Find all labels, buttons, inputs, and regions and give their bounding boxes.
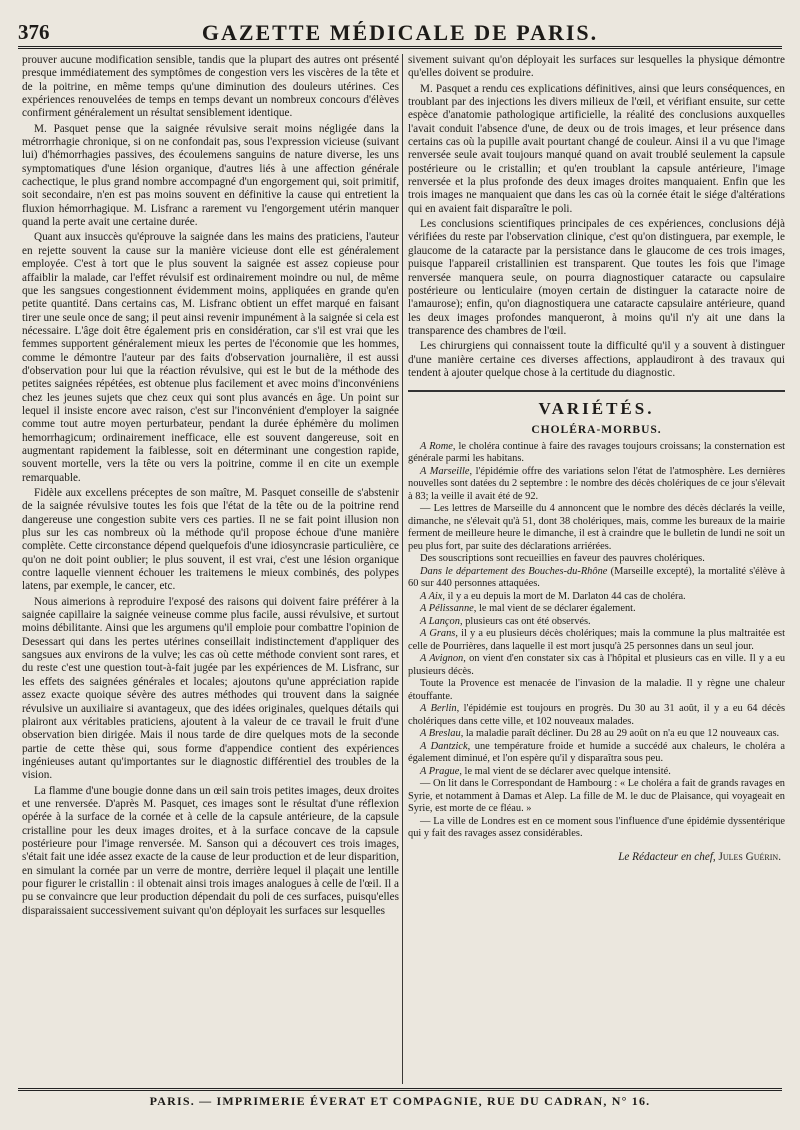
news-text: — On lit dans le Correspondant de Hambourg : « Le choléra a fait de grands ravages en Syrie, et notamment à Damas et Alep. La fille de M. le duc de Plaisance, qui voyageait en Syrie, est morte de ce fléau. »: [408, 778, 785, 815]
news-item: [408, 553, 785, 566]
left-column: [22, 54, 399, 1086]
news-text: , il y a eu plusieurs décès cholériques; mais la commune la plus maltraitée est celle de Pourrières, dans laquelle il est mort jusqu'à 25 personnes dans un seul jour.: [408, 628, 785, 652]
subsection-title: CHOLÉRA-MORBUS.: [531, 423, 662, 436]
right-column: [408, 54, 785, 1086]
news-place: A Lançon: [420, 615, 460, 627]
page-number: 376: [18, 20, 50, 44]
news-text: — Les lettres de Marseille du 4 annoncent que le nombre des décès déclarés la veille, dimanche, ne s'élevait qu'à 51, dont 38 cholériques, mais, comme les bureaux de la mairie ferment de meilleure heure le dimanche, il est à craindre que le bulletin de lundi ne soit un peu plus fort, par suite des déclarations arriérées.: [408, 503, 785, 552]
paragraph: prouver aucune modification sensible, tandis que la plupart des autres ont présenté presque immédiatement des symptômes de congestion vers les viscères de la tête et de la poitrine, en même temps qu'une diminution des douleurs utérines. Ces expériences renouvelées de temps en temps devant un nombreux concours d'élèves confirment généralement un résultat sensiblement identique.: [22, 54, 399, 120]
news-item: [408, 653, 785, 678]
signature-name: Jules Guérin.: [718, 850, 781, 863]
news-place: A Dantzick: [420, 740, 468, 752]
paragraph: La flamme d'une bougie donne dans un œil sain trois petites images, deux droites et une renversée. D'après M. Pasquet, ces images sont le résultat d'une réflexion opérée à la surface de la cornée et à celle de la capsule antérieure, de la capsule cristalline pour les deux images droites, et à la surface concave de la capsule postérieure pour l'image renversée. M. Sanson qui a découvert ces trois images, s'était fait une idée assez exacte de la cause de leur production et de leur disparition, en simulant la cornée par un verre de montre, derrière lequel il plaçait une lentille pour figurer le cristallin : il obtenait ainsi trois images analogues à celle de l'œil. Il a pu se convaincre que leur production dépendait du poli de ces surfaces, puisqu'elles disparaissaient successivement suivant qu'on déployait les surfaces sur lesquelles: [22, 784, 399, 917]
news-item: [408, 766, 785, 779]
journal-title: GAZETTE MÉDICALE DE PARIS.: [201, 20, 599, 45]
paragraph: sivement suivant qu'on déployait les surfaces sur lesquelles la physique démontre qu'elles doivent se produire.: [408, 54, 785, 80]
news-item: [408, 678, 785, 703]
section-separator: [408, 390, 785, 392]
news-item: [408, 778, 785, 816]
news-place: A Pélissanne: [420, 603, 474, 615]
news-item: [408, 628, 785, 653]
news-text: Toute la Provence est menacée de l'invasion de la maladie. Il y règne une chaleur étouffante.: [408, 678, 785, 702]
paragraph: M. Pasquet a rendu ces explications définitives, ainsi que leurs conséquences, en troublant par des injections les divers milieux de l'œil, et vérifiant ensuite, sur cette espèce d'anatomie pathologique artificielle, la réalité des conclusions auxquelles l'avait conduit l'absence d'une, de deux ou de trois images, et leur présence dans certains cas où la pupille avait pourtant changé de couleur. Ainsi il a vu que l'image renversée seule avait toujours manqué quand on avait troublé seulement la capsule postérieure ou le cristallin; et qu'en troublant la capsule antérieure, l'image renversée et la plus profonde des deux images droites manquaient. Enfin que les trois images ne manquaient que dans les cas où la cornée était le siége d'altérations qui en avaient fait disparaître le poli.: [408, 82, 785, 215]
news-item: [408, 616, 785, 629]
news-text: Des souscriptions sont recueillies en faveur des pauvres cholériques.: [420, 553, 705, 565]
news-item: [408, 466, 785, 504]
news-text: (Marseille excepté), la mortalité s'élève à 60 sur 440 personnes attaquées.: [408, 565, 785, 590]
news-item: [408, 591, 785, 604]
page-header: [18, 14, 782, 50]
news-item: [408, 503, 785, 553]
paragraph: Les conclusions scientifiques principales de ces expériences, conclusions déjà vérifiées du reste par l'observation clinique, c'est qu'on distinguera, par exemple, le glaucome de la cataracte par la persistance dans le glaucome de ces trois images, puisque l'appareil cristallinien est transparent. Que toutes les fois que l'image renversée manquera seule, on pourra diagnostiquer cataracte ou capsulaire postérieure ou lenticulaire (moyen certain de distinguer la cataracte noire de l'amaurose); enfin, qu'on diagnostiquera une cataracte capsulaire antérieure, quand les deux images profondes manqueront, à moins qu'il n'y ait une dans la transparence des chambres de l'œil.: [408, 218, 785, 337]
news-text: , il y a eu depuis la mort de M. Darlaton 44 cas de choléra.: [442, 590, 686, 602]
news-text: , plusieurs cas ont été observés.: [459, 615, 591, 627]
news-list: [408, 441, 785, 841]
news-place: A Aix: [420, 590, 443, 602]
paragraph: Quant aux insuccès qu'éprouve la saignée dans les mains des praticiens, l'auteur en rejette souvent la cause sur la manière vicieuse dont elle est généralement employée. C'est à tort que le plus souvent la saignée est assez copieuse pour affaiblir la malade, car l'effet révulsif est ordinairement moindre ou nul, de même que les sangsues congestionnent évidemment moins, appliquées en grande qu'en petite quantité. Dans certains cas, M. Lisfranc obtient un effet marqué en faisant tirer une seule once de sang; il peut ainsi revenir impunément à la saignée si cela est nécessaire. L'âge doit être également pris en considération, car s'il est vrai que les femmes supportent généralement mieux les pertes de l'économie que les hommes, comme le démontre l'auteur par des faits d'observation journalière, il est aussi d'observation pour lui que la réaction révulsive, qui est le but de la méthode des petites saignées répétées, est obtenue plus facilement et avec moins d'inconvéniens chez les jeunes sujets que chez ceux qui sont plus avancés en âge. Un point sur lequel il insiste encore avec raison, c'est sur l'inconvénient d'employer la saignée comme tout autre moyen perturbateur, pendant la durée éphémère du molimen hemorrhagicum; ordinairement inefficace, elle est souvent dangereuse, soit en augmentant rapidement la faiblesse, soit en déterminant une congestion rapide, souvent mortelle, vers la tête ou vers la poitrine, comme il en cite un exemple remarquable.: [22, 231, 399, 484]
news-item: [408, 741, 785, 766]
news-text: — La ville de Londres est en ce moment sous l'influence d'une épidémie dyssentérique qui y fait des ravages assez considérables.: [408, 815, 785, 840]
header-rule: [18, 46, 782, 49]
paragraph: M. Pasquet pense que la saignée révulsive serait moins négligée dans la métrorrhagie chronique, si on ne confondait pas, sous l'expression vicieuse (suivant lui) d'hémorrhagies passives, des écoulemens sanguins de nature diverse, les uns symptomatiques d'une lésion organique, d'autres liés à une affection générale cachectique, le plus grand nombre accompagné d'un engorgement qui, soit primitif, soit secondaire, n'en est pas moins souvent en définitive la cause qui entretient la fluxion hémorrhagique. M. Lisfranc a rarement vu l'engorgement utérin manquer quand la perte avait une certaine durée.: [22, 122, 399, 229]
paragraph: Fidèle aux excellens préceptes de son maître, M. Pasquet conseille de s'abstenir de la saignée révulsive toutes les fois que l'état de la tête ou de la poitrine rend dangereuse une congestion subite vers ces parties. Il ne se fait point illusion non plus sur les cas nombreux où la méthode qu'il propose échoue d'une manière complète. Cette circonstance dépend quelquefois d'une idiosyncrasie particulière, ce qu'on ne doit point oublier; le plus souvent, il est vrai, c'est une lésion organique contre laquelle viennent échouer les traitemens le mieux combinés, des polypes latens, par exemple, le cancer, etc.: [22, 487, 399, 593]
section-title: VARIÉTÉS.: [538, 399, 655, 419]
news-place: A Breslau: [420, 728, 461, 740]
news-text: , l'épidémie offre des variations selon l'état de l'atmosphère. Les dernières nouvelles sont datées du 2 septembre : le nombre des décès cholériques de ce jour s'élevait à 83; la veille il avait été de 92.: [408, 465, 785, 502]
news-place: Dans le département des Bouches-du-Rhône: [420, 565, 608, 577]
paragraph: Les chirurgiens qui connaissent toute la difficulté qu'il y a souvent à distinguer d'une manière certaine ces diverses affections, applaudiront à des travaux qui tendent à ajouter quelque chose à la certitude du diagnostic.: [408, 340, 785, 379]
news-text: , une température froide et humide a succédé aux chaleurs, le choléra a également diminué, et l'on espère qu'il y disparaîtra sous peu.: [408, 740, 785, 765]
news-place: A Grans: [420, 628, 456, 640]
news-text: , la maladie paraît décliner. Du 28 au 29 août on n'a eu que 12 nouveaux cas.: [460, 728, 780, 740]
news-item: [408, 566, 785, 591]
news-text: , le mal vient de se déclarer également.: [473, 603, 636, 615]
news-item: [408, 603, 785, 616]
footer-imprint: PARIS. — IMPRIMERIE ÉVERAT ET COMPAGNIE, RUE DU CADRAN, N° 16.: [149, 1094, 651, 1108]
column-divider: [402, 54, 403, 1084]
news-text: , le choléra continue à faire des ravages toujours croissans; la consternation est générale parmi les habitans.: [408, 440, 785, 465]
news-text: , le mal vient de se déclarer avec quelque intensité.: [459, 765, 671, 777]
news-place: A Rome: [420, 440, 453, 452]
news-item: [408, 816, 785, 841]
signature-label: Le Rédacteur en chef,: [618, 850, 716, 863]
paragraph: Nous aimerions à reproduire l'exposé des raisons qui doivent faire préférer à la saignée capillaire la saignée veineuse comme plus facile, aussi révulsive, et surtout moins débilitante. Ainsi que les argumens qu'il emploie pour combattre l'opinion de Desessart qui dans les pertes utérines conseillait indistinctement d'appliquer des sangsues aux environs de la vulve; les cas où cette méthode convient sont rares, et du reste c'est une question tout-à-fait jugée par les expériences de M. Lisfranc, sur les effets des saignées générales et locales; ajoutons qu'une appréciation rapide assez exacte quoique sévère des autres méthodes qui trouvent dans la saignée révulsive un auxiliaire si avantageux, que des idées originales, quelques détails qui plairont aux véritables praticiens, ajoutent à la valeur de ce travail le fruit d'une observation bien dirigée. Mais il nous tarde de dire quelques mots de la seconde partie de cette thèse qui, sous forme d'appendice contient des expériences ingénieuses autant qu'importantes sur le diagnostic différentiel des troubles de la vision.: [22, 595, 399, 782]
news-item: [408, 441, 785, 466]
footer-rule: [18, 1088, 782, 1091]
news-place: A Prague: [420, 765, 460, 777]
signature: [408, 851, 785, 864]
news-item: [408, 728, 785, 741]
news-place: A Avignon: [420, 653, 464, 665]
news-place: A Berlin: [420, 703, 457, 715]
news-place: A Marseille: [420, 465, 470, 477]
news-item: [408, 703, 785, 728]
news-text: , on vient d'en constater six cas à l'hôpital et plusieurs cas en ville. Il y a eu plusieurs décès.: [408, 653, 785, 677]
news-text: , l'épidémie est toujours en progrès. Du 30 au 31 août, il y a eu 64 décès cholériques dans cette ville, et 102 nouveaux malades.: [408, 703, 785, 727]
